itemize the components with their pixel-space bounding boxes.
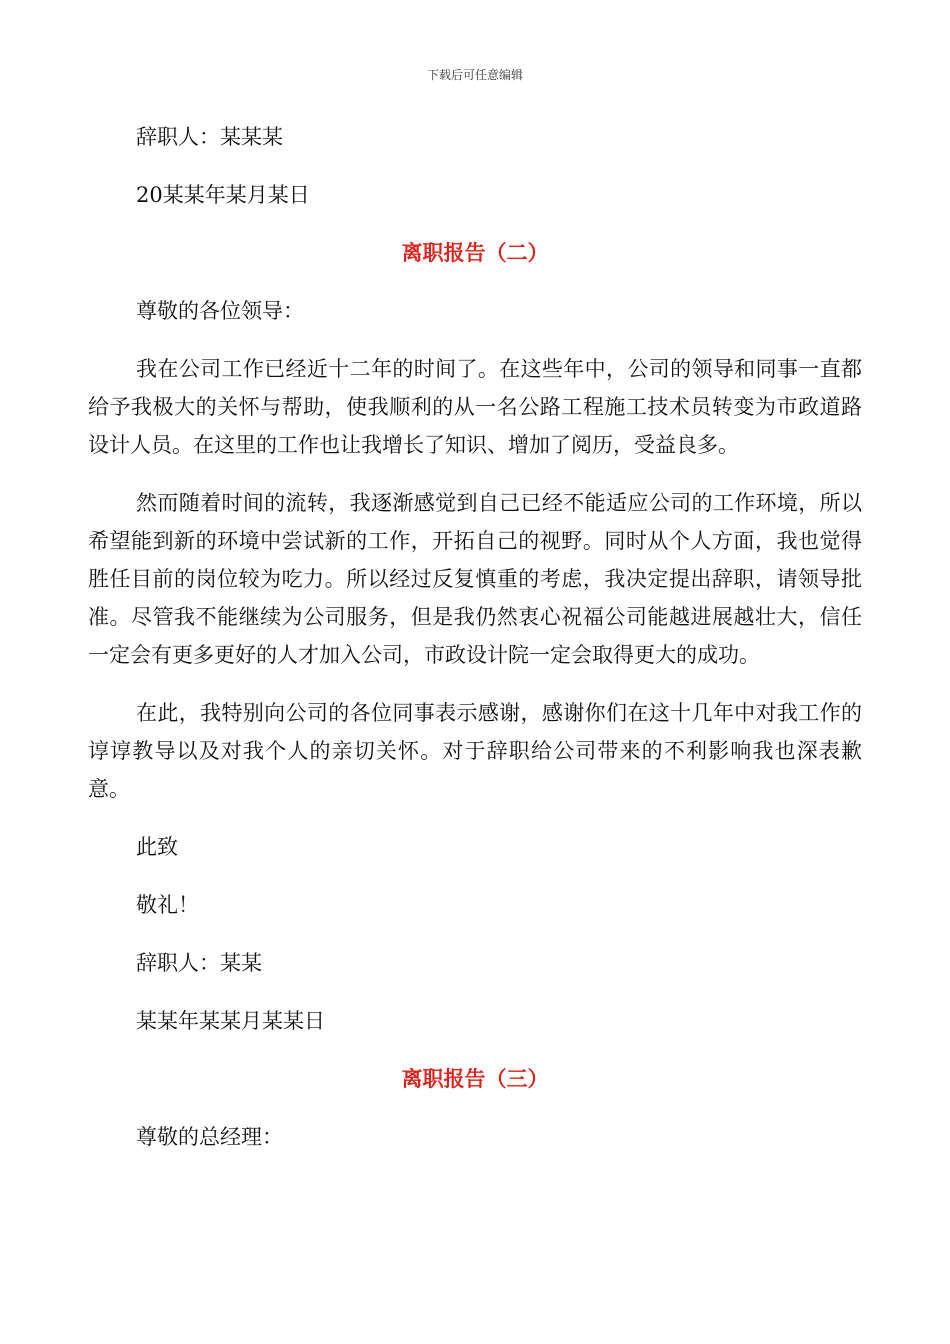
section-title-3: 离职报告（三）	[401, 1067, 549, 1091]
paragraph: 我在公司工作已经近十二年的时间了。在这些年中，公司的领导和同事一直都给予我极大的关怀与帮助，使我顺利的从一名公路工程施工技术员转变为市政道路设计人员。在这里的工作也让我增长了知识、增加了阅历，受益良多。	[88, 357, 862, 457]
date-1: 20某某年某月某日	[136, 183, 310, 207]
paragraph: 然而随着时间的流转，我逐渐感觉到自己已经不能适应公司的工作环境，所以希望能到新的环境中尝试新的工作，开拓自己的视野。同时从个人方面，我也觉得胜任目前的岗位较为吃力。所以经过反复慎重的考虑，我决定提出辞职，请领导批准。尽管我不能继续为公司服务，但是我仍然衷心祝福公司能越进展越壮大，信任一定会有更多更好的人才加入公司，市政设计院一定会取得更大的成功。	[88, 491, 862, 667]
salutation-3: 尊敬的总经理：	[136, 1125, 283, 1149]
closing-1: 此致	[136, 835, 178, 859]
document-body	[88, 118, 862, 1176]
paragraph: 在此，我特别向公司的各位同事表示感谢，感谢你们在这十几年中对我工作的谆谆教导以及对我个人的亲切关怀。对于辞职给公司带来的不利影响我也深表歉意。	[88, 701, 862, 801]
page-header: 下载后可任意编辑	[426, 68, 523, 82]
signature-1: 辞职人：某某某	[136, 125, 283, 149]
closing-2: 敬礼！	[136, 893, 199, 917]
date-2: 某某年某某月某某日	[136, 1009, 325, 1033]
signature-2: 辞职人：某某	[136, 951, 262, 975]
section-title-2: 离职报告（二）	[401, 241, 549, 265]
salutation-2: 尊敬的各位领导：	[136, 299, 304, 323]
